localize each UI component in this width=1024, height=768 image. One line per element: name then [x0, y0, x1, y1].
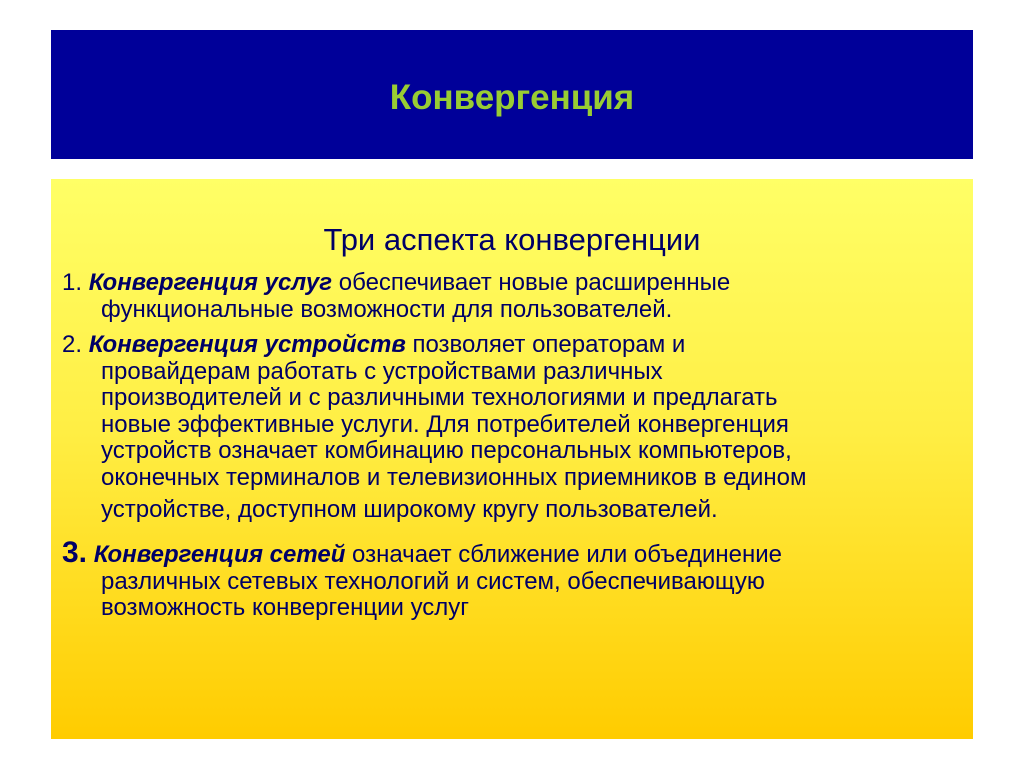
item-text: позволяет операторам и [405, 331, 686, 358]
slide-title: Конвергенция [389, 78, 635, 117]
item-line: производителей и с различными технологиями и предлагать [101, 384, 778, 411]
item-line: новые эффективные услуги. Для потребителей конвергенция [101, 410, 789, 438]
item-term: Конвергенция устройств [88, 331, 406, 358]
item-line: возможность конвергенции услуг [101, 594, 470, 621]
item-line: различных сетевых технологий и систем, обеспечивающую [101, 567, 765, 595]
item-number: 3. [62, 536, 88, 569]
item-term: Конвергенция услуг [88, 269, 333, 296]
item-number: 1. [62, 269, 83, 296]
item-number: 2. [62, 331, 83, 358]
item-line: устройств означает комбинацию персональных компьютеров, [101, 437, 792, 464]
item-line: устройстве, доступном широкому кругу пользователей. [101, 496, 718, 523]
list-item-2 [62, 332, 962, 524]
item-line: провайдерам работать с устройствами различных [101, 357, 663, 385]
title-bar [51, 30, 973, 159]
subheading: Три аспекта конвергенции [323, 222, 701, 257]
list-item-1 [62, 270, 962, 323]
item-text: обеспечивает новые расширенные [332, 269, 731, 296]
item-term: Конвергенция сетей [93, 541, 346, 568]
item-line: функциональные возможности для пользователей. [101, 295, 673, 323]
list-item-3 [62, 536, 962, 622]
item-line: оконечных терминалов и телевизионных приемников в едином [101, 463, 807, 491]
item-text: означает сближение или объединение [345, 541, 783, 568]
